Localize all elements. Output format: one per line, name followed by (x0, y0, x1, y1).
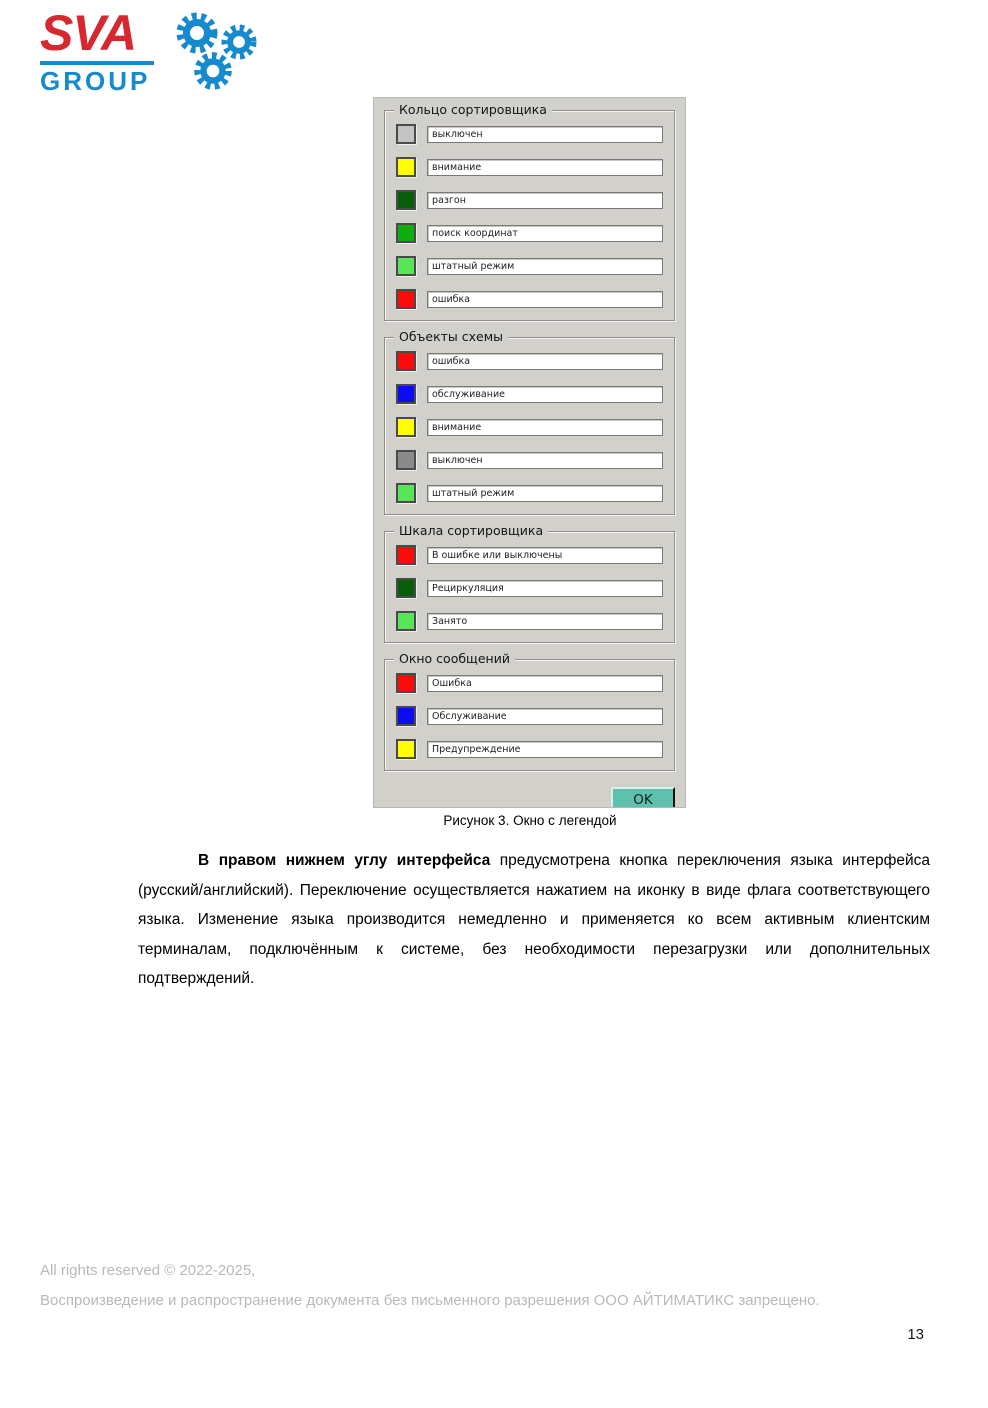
color-swatch (396, 611, 416, 631)
color-swatch (396, 351, 416, 371)
color-swatch (396, 545, 416, 565)
logo-sva-word: SVA (40, 5, 137, 61)
legend-field[interactable]: разгон (427, 192, 663, 209)
legend-row (396, 384, 663, 404)
footer-line-1: All rights reserved © 2022-2025, (40, 1262, 256, 1279)
legend-row (396, 578, 663, 598)
body-paragraph (138, 846, 930, 994)
legend-field[interactable]: Обслуживание (427, 708, 663, 725)
color-swatch (396, 417, 416, 437)
legend-row (396, 351, 663, 371)
color-swatch (396, 223, 416, 243)
legend-field[interactable]: штатный режим (427, 258, 663, 275)
legend-row (396, 706, 663, 726)
color-swatch (396, 483, 416, 503)
group-title: Кольцо сортировщика (394, 102, 552, 117)
color-swatch (396, 384, 416, 404)
legend-field[interactable]: обслуживание (427, 386, 663, 403)
color-swatch (396, 739, 416, 759)
color-swatch (396, 706, 416, 726)
group-title: Шкала сортировщика (394, 523, 548, 538)
color-swatch (396, 256, 416, 276)
legend-row (396, 289, 663, 309)
group-rows (396, 124, 663, 309)
logo-group-word: GROUP (40, 66, 151, 96)
logo-divider (40, 61, 154, 65)
legend-field[interactable]: поиск координат (427, 225, 663, 242)
legend-field[interactable]: выключен (427, 452, 663, 469)
legend-field[interactable]: Ошибка (427, 675, 663, 692)
legend-row (396, 611, 663, 631)
legend-group-box (384, 329, 675, 515)
legend-row (396, 223, 663, 243)
footer-line-2: Воспроизведение и распространение документа без письменного разрешения ООО АЙТИМАТИКС запрещено. (40, 1292, 820, 1309)
legend-row (396, 739, 663, 759)
legend-row (396, 124, 663, 144)
legend-field[interactable]: В ошибке или выключены (427, 547, 663, 564)
paragraph-rest: предусмотрена кнопка переключения языка интерфейса (русский/английский). Переключение осуществляется нажатием на иконку в виде флага соответствующего языка. Изменение языка производится немедленно и применяется ко всем активным клиентским терминалам, подключённым к системе, без необходимости перезагрузки или дополнительных подтверждений. (138, 852, 930, 987)
legend-field[interactable]: внимание (427, 159, 663, 176)
figure-caption: Рисунок 3. Окно с легендой (443, 813, 617, 828)
legend-field[interactable]: внимание (427, 419, 663, 436)
gears-icon (172, 8, 268, 100)
legend-field[interactable]: выключен (427, 126, 663, 143)
legend-field[interactable]: Занято (427, 613, 663, 630)
legend-group-box (384, 651, 675, 771)
group-title: Окно сообщений (394, 651, 515, 666)
group-rows (396, 673, 663, 759)
color-swatch (396, 578, 416, 598)
logo-text (40, 5, 154, 96)
legend-field[interactable]: ошибка (427, 353, 663, 370)
legend-row (396, 157, 663, 177)
group-rows (396, 351, 663, 503)
group-rows (396, 545, 663, 631)
color-swatch (396, 124, 416, 144)
ok-button-row (384, 787, 675, 808)
color-swatch (396, 450, 416, 470)
legend-group-box (384, 102, 675, 321)
footer (40, 1256, 940, 1316)
legend-row (396, 256, 663, 276)
legend-row (396, 450, 663, 470)
legend-row (396, 417, 663, 437)
group-title: Объекты схемы (394, 329, 508, 344)
legend-row (396, 545, 663, 565)
color-swatch (396, 190, 416, 210)
legend-row (396, 483, 663, 503)
paragraph-bold-lead: В правом нижнем углу интерфейса (198, 852, 491, 869)
legend-row (396, 673, 663, 693)
legend-dialog (373, 97, 686, 808)
color-swatch (396, 157, 416, 177)
color-swatch (396, 673, 416, 693)
legend-field[interactable]: Рециркуляция (427, 580, 663, 597)
legend-field[interactable]: ошибка (427, 291, 663, 308)
ok-button[interactable]: OK (611, 787, 675, 808)
legend-groups (374, 102, 685, 771)
legend-row (396, 190, 663, 210)
legend-field[interactable]: Предупреждение (427, 741, 663, 758)
page-number: 13 (907, 1326, 924, 1343)
sva-group-logo (40, 5, 268, 100)
legend-group-box (384, 523, 675, 643)
color-swatch (396, 289, 416, 309)
legend-field[interactable]: штатный режим (427, 485, 663, 502)
